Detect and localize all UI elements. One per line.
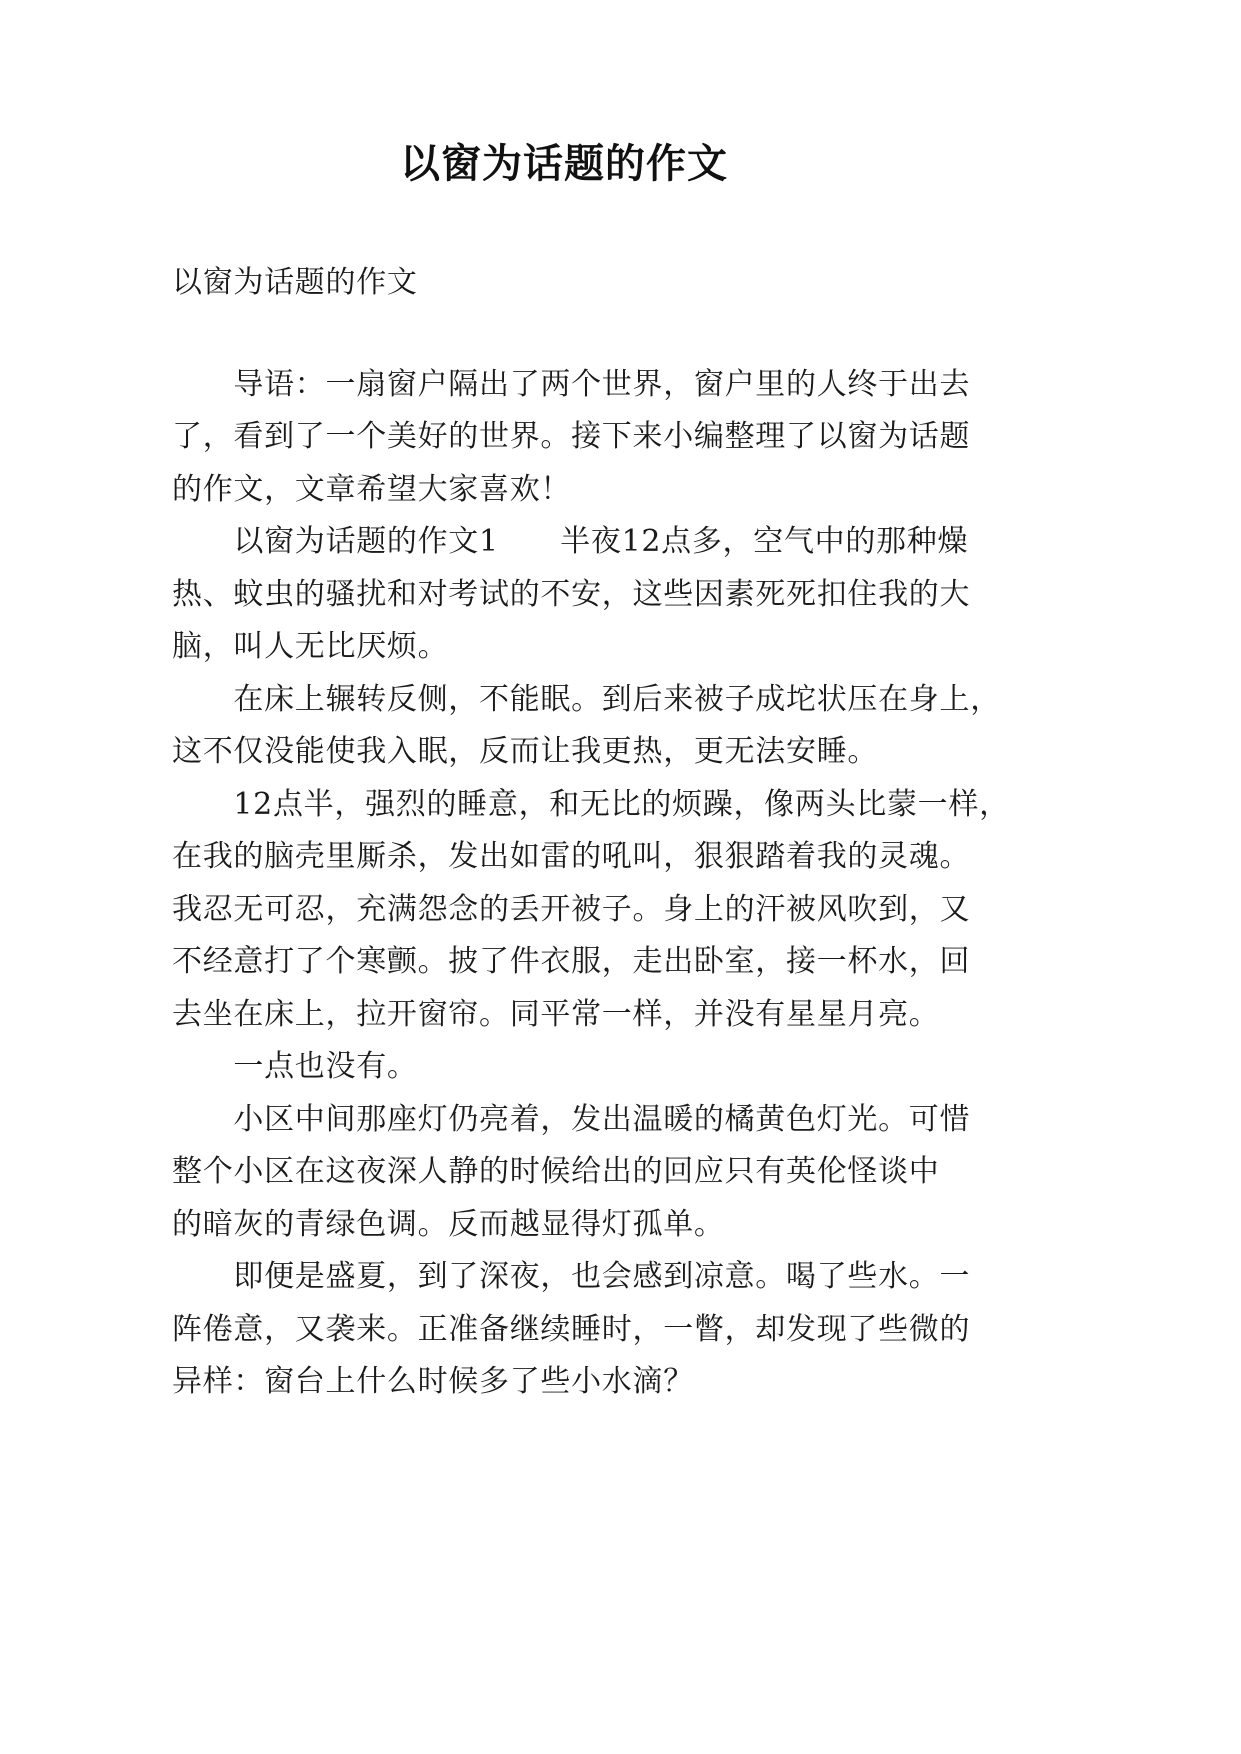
paragraph-line: 脑，叫人无比厌烦。 [172,629,449,665]
paragraph-line: 我忍无可忍，充满怨念的丢开被子。身上的汗被风吹到，又 [172,891,971,927]
paragraph-line: 这不仅没能使我入眠，反而让我更热，更无法安睡。 [172,734,879,770]
paragraph-line: 一点也没有。 [233,1049,418,1085]
paragraph-line: 在床上辗转反侧，不能眠。到后来被子成坨状压在身上， [233,681,1001,717]
document-page [172,136,1010,1409]
paragraph [172,1251,972,1409]
paragraph-line: 去坐在床上，拉开窗帘。同平常一样，并没有星星月亮。 [172,996,940,1032]
paragraph-line: 不经意打了个寒颤。披了件衣服，走出卧室，接一杯水，回 [172,944,971,980]
paragraph-line: 以窗为话题的作文1 半夜12点多，空气中的那种燥 [233,524,969,560]
paragraph-line: 阵倦意，又袭来。正准备继续睡时，一瞥，却发现了些微的 [172,1311,971,1347]
paragraph-line: 热、蚊虫的骚扰和对考试的不安，这些因素死死扣住我的大 [172,576,971,612]
paragraph [172,516,972,674]
paragraph-line: 即便是盛夏，到了深夜，也会感到凉意。喝了些水。一 [233,1259,971,1295]
paragraph [172,779,1010,1042]
document-subtitle: 以窗为话题的作文 [172,264,418,300]
paragraph-line: 12点半，强烈的睡意，和无比的烦躁，像两头比蒙一样， [233,786,1010,822]
document-body [172,359,1010,1409]
paragraph-line: 小区中间那座灯仍亮着，发出温暖的橘黄色灯光。可惜 [233,1101,971,1137]
paragraph-line: 了，看到了一个美好的世界。接下来小编整理了以窗为话题 [172,419,971,455]
paragraph-line: 整个小区在这夜深人静的时候给出的回应只有英伦怪谈中 [172,1154,940,1190]
paragraph-line: 在我的脑壳里厮杀，发出如雷的吼叫，狠狠踏着我的灵魂。 [172,839,971,875]
document-title: 以窗为话题的作文 [400,140,728,187]
paragraph [172,1041,972,1094]
paragraph-line: 导语：一扇窗户隔出了两个世界，窗户里的人终于出去 [233,366,971,402]
paragraph [172,674,1001,779]
paragraph-line: 的暗灰的青绿色调。反而越显得灯孤单。 [172,1206,725,1242]
paragraph [172,1094,972,1252]
paragraph-line: 的作文，文章希望大家喜欢！ [172,471,572,507]
paragraph [172,359,972,517]
paragraph-line: 异样：窗台上什么时候多了些小水滴？ [172,1364,694,1400]
